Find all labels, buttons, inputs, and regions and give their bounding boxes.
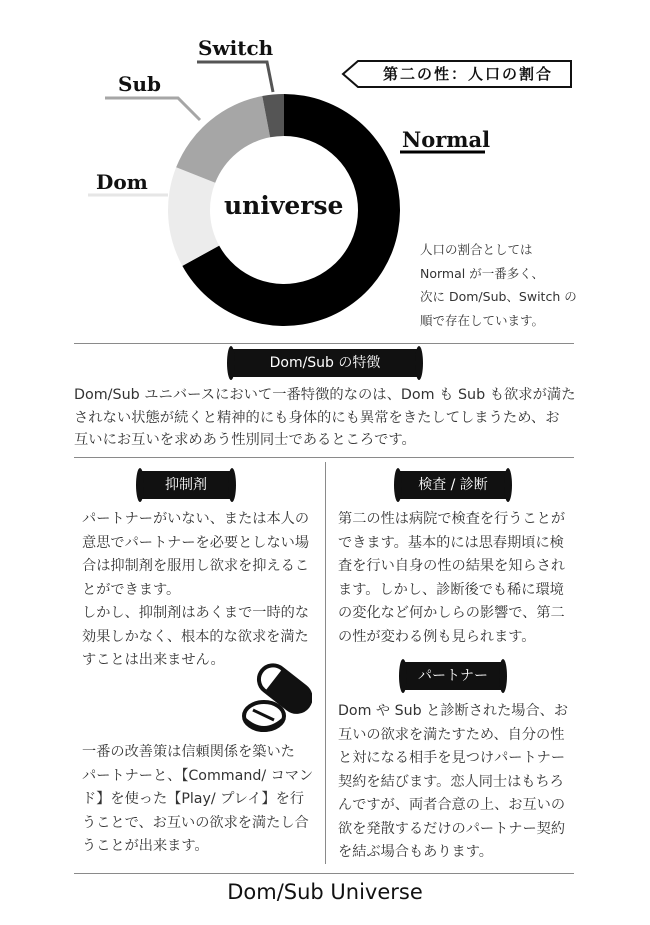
note-line: Normal が一番多く、 bbox=[420, 265, 544, 281]
suppressant-line: 効果しかなく、根本的な欲求を満た bbox=[82, 628, 309, 645]
diagnosis-line: 査を行い自身の性の結果を知らされ bbox=[338, 558, 566, 574]
partner-text bbox=[338, 700, 578, 865]
suppressant-line: すことは出来ません。 bbox=[82, 652, 225, 668]
partner-line: と対になる相手を見つけパートナー bbox=[338, 750, 566, 766]
features-line: Dom/Sub ユニバースにおいて一番特徴的なのは、Dom も Sub も欲求が満た bbox=[74, 387, 576, 403]
leader-switch bbox=[197, 62, 273, 92]
suppressant-line: とができます。 bbox=[82, 581, 181, 598]
diagnosis-line: の変化など何かしらの影響で、第二 bbox=[338, 605, 565, 621]
suppressant-text bbox=[82, 508, 322, 673]
label-normal: Normal bbox=[402, 127, 491, 152]
diagnosis-line: 第二の性は病院で検査を行うことが bbox=[338, 511, 566, 527]
chart-title: 第二の性：人口の割合 bbox=[382, 65, 553, 83]
diagnosis-line: ます。しかし、診断後でも稀に環境 bbox=[338, 581, 564, 598]
suppressant-line: ド】を使った【Play/ プレイ】を行 bbox=[82, 791, 305, 807]
partner-line: 互いの欲求を満たすため、自分の性 bbox=[338, 726, 565, 743]
pills-icon bbox=[240, 660, 312, 738]
partner-line: を結ぶ場合もあります。 bbox=[338, 844, 493, 860]
suppressant-line: パートナーと、【Command/ コマン bbox=[82, 767, 314, 784]
column-divider bbox=[325, 462, 326, 864]
chart-note bbox=[420, 238, 577, 332]
partner-line: 欲を発散するだけのパートナー契約 bbox=[338, 820, 566, 837]
features-line: されない状態が続くと精神的にも身体的にも異常をきたしてしまうため、お bbox=[74, 409, 560, 426]
suppressant-line: しかし、抑制剤はあくまで一時的な bbox=[82, 605, 310, 621]
center-label: universe bbox=[224, 191, 344, 220]
suppressant-line: うことが出来ます。 bbox=[82, 838, 209, 854]
suppressant-line: うことで、お互いの欲求を満たし合 bbox=[82, 814, 309, 831]
diagnosis-text bbox=[338, 508, 578, 649]
partner-line: Dom や Sub と診断された場合、お bbox=[338, 703, 569, 719]
partner-line: んですが、両者合意の上、お互いの bbox=[338, 797, 566, 813]
suppressant-heading: 抑制剤 bbox=[140, 471, 232, 499]
label-switch: Switch bbox=[198, 36, 274, 60]
suppressant-line: 合は抑制剤を服用し欲求を抑えるこ bbox=[82, 558, 310, 574]
footer-divider bbox=[74, 873, 574, 874]
features-heading: Dom/Sub の特徴 bbox=[231, 349, 419, 377]
chart-title-box bbox=[340, 60, 572, 88]
divider bbox=[74, 457, 574, 458]
diagnosis-line: の性が変わる例も見られます。 bbox=[338, 628, 536, 645]
partner-line: 契約を結びます。恋人同士はもちろ bbox=[338, 773, 564, 790]
note-line: 順で存在しています。 bbox=[420, 312, 545, 328]
features-text bbox=[74, 384, 584, 452]
divider bbox=[74, 343, 574, 344]
leader-sub bbox=[105, 98, 200, 120]
note-line: 人口の割合としては bbox=[420, 242, 533, 257]
suppressant-line: 一番の改善策は信頼関係を築いた bbox=[82, 744, 295, 760]
suppressant-text-2 bbox=[82, 741, 322, 859]
features-line: 互いにお互いを求めあう性別同士であるところです。 bbox=[74, 432, 416, 448]
footer-title: Dom/Sub Universe bbox=[227, 880, 423, 904]
partner-heading: パートナー bbox=[403, 662, 503, 690]
label-sub: Sub bbox=[118, 72, 161, 96]
label-dom: Dom bbox=[96, 170, 148, 194]
suppressant-line: パートナーがいない、または本人の bbox=[82, 511, 310, 527]
note-line: 次に Dom/Sub、Switch の bbox=[420, 289, 577, 304]
diagnosis-line: できます。基本的には思春期頃に検 bbox=[338, 534, 564, 551]
suppressant-line: 意思でパートナーを必要としない場 bbox=[82, 534, 310, 551]
diagnosis-heading: 検査 / 診断 bbox=[398, 471, 508, 499]
